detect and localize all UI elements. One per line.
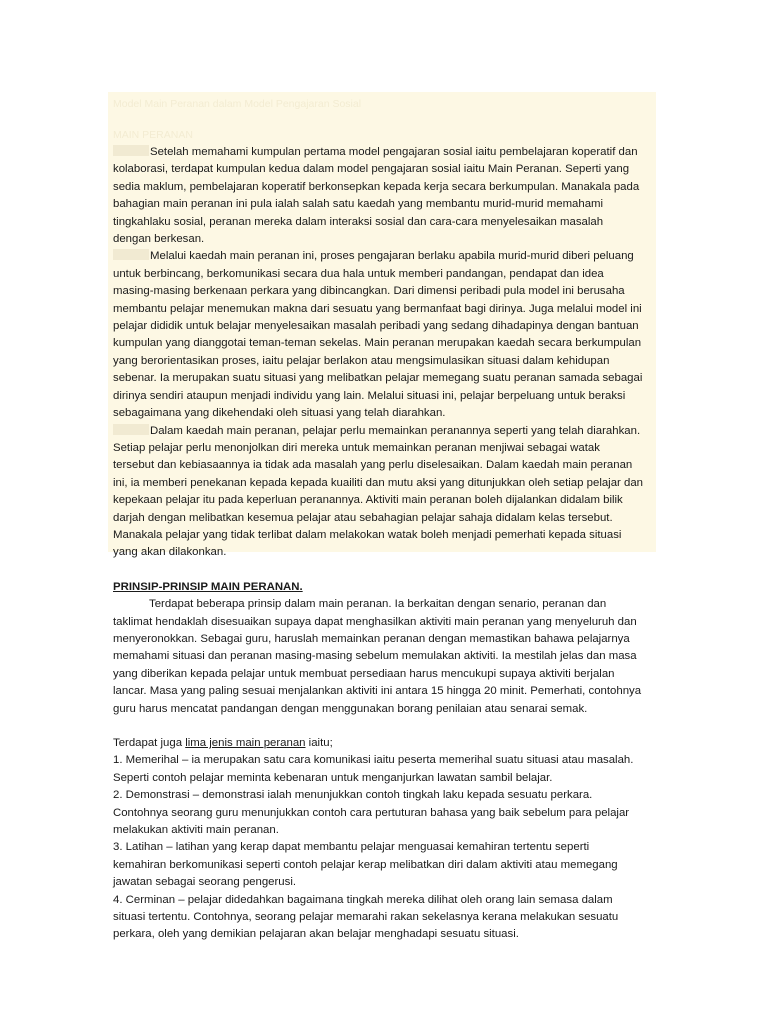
list-intro-link[interactable]: lima jenis main peranan bbox=[185, 737, 306, 749]
faded-subtitle: MAIN PERANAN bbox=[113, 129, 193, 141]
spacer bbox=[113, 562, 643, 579]
paragraph-2: Melalui kaedah main peranan ini, proses pengajaran berlaku apabila murid-murid diberi peluang untuk berbincang, berkomunikasi secara dua hala untuk memberi pandangan, pendapat dan idea masing-masing berkenaan perkara yang dibincangkan. Dari dimensi peribadi pula model ini berusaha membantu pelajar menemukan makna dari sesuatu yang bermanfaat bagi dirinya. Juga melalui model ini pelajar dididik untuk belajar menyelesaikan masalah peribadi yang sedang dihadapinya dengan bantuan kumpulan yang dianggotai teman-teman sekelas. Main peranan merupakan kaedah secara berkumpulan yang berorientasikan proses, iaitu pelajar berlakon atau mengsimulasikan situasi dalam kehidupan sebenar. Ia merupakan suatu situasi yang melibatkan pelajar memegang suatu peranan samada sebagai dirinya sendiri ataupun menjadi individu yang lain. Melalui situasi ini, pelajar berpeluang untuk beraksi sebagaimana yang dikehendaki oleh situasi yang telah diarahkan. bbox=[113, 250, 643, 420]
list-item: 2. Demonstrasi – demonstrasi ialah menunjukkan contoh tingkah laku kepada sesuatu perkara. Contohnya seorang guru menunjukkan contoh cara pertuturan bahasa yang baik sebelum para pelajar melakukan aktiviti main peranan. bbox=[113, 789, 630, 837]
document-body bbox=[113, 96, 643, 944]
indent-block bbox=[113, 424, 149, 435]
list-item: 3. Latihan – latihan yang kerap dapat membantu pelajar menguasai kemahiran tertentu seperti kemahiran berkomunikasi seperti contoh pelajar kerap melibatkan diri dalam aktiviti atau memegang jawatan sebagai seorang pengerusi. bbox=[113, 841, 618, 889]
spacer bbox=[113, 718, 643, 735]
indent-block bbox=[113, 249, 149, 260]
indent-block bbox=[113, 145, 149, 156]
section-heading: PRINSIP-PRINSIP MAIN PERANAN. bbox=[113, 580, 303, 593]
list-intro: Terdapat juga lima jenis main peranan iaitu; bbox=[113, 737, 333, 749]
list-item: 4. Cerminan – pelajar didedahkan bagaimana tingkah mereka dilihat oleh orang lain semasa dalam situasi tertentu. Contohnya, seorang pelajar memarahi rakan sekelasnya kerana melakukan sesuatu perkara, oleh yang demikian pelajaran akan belajar menghadapi sesuatu situasi. bbox=[113, 893, 619, 941]
faded-title: Model Main Peranan dalam Model Pengajaran Sosial bbox=[113, 98, 362, 110]
paragraph-3: Dalam kaedah main peranan, pelajar perlu memainkan peranannya seperti yang telah diarahkan. Setiap pelajar perlu menonjolkan diri mereka untuk memainkan peranan menjiwai sebagai watak tersebut dan kebiasaannya ia tidak ada masalah yang perlu diselesaikan. Dalam kaedah main peranan ini, ia memberi penekanan kepada kepada kuailiti dan mutu aksi yang ditunjukkan oleh setiap pelajar dan kepekaan pelajar itu pada keperluan peranannya. Aktiviti main peranan boleh dijalankan didalam bilik darjah dengan melibatkan kesemua pelajar atau sebahagian pelajar sahaja didalam kelas tersebut. Manakala pelajar yang tidak terlibat dalam melakokan watak boleh menjadi pemerhati kepada situasi yang akan dilakonkan. bbox=[113, 424, 644, 559]
paragraph-1: Setelah memahami kumpulan pertama model pengajaran sosial iaitu pembelajaran koperatif dan kolaborasi, terdapat kumpulan kedua dalam model pengajaran sosial iaitu Main Peranan. Seperti yang sedia maklum, pembelajaran koperatif berkonsepkan kepada kerja secara berkumpulan. Manakala pada bahagian main peranan ini pula ialah salah satu kaedah yang membantu murid-murid memahami tingkahlaku sosial, peranan mereka dalam interaksi sosial dan cara-cara menyelesaikan masalah dengan berkesan. bbox=[113, 146, 640, 246]
paragraph-4: Terdapat beberapa prinsip dalam main peranan. Ia berkaitan dengan senario, peranan dan taklimat hendaklah disesuaikan supaya dapat menghasilkan aktiviti main peranan yang menyeluruh dan menyeronokkan. Sebagai guru, haruslah memainkan peranan dengan memastikan bahawa pelajarnya memahami situasi dan peranan masing-masing sebelum memulakan aktiviti. Ia mestilah jelas dan masa yang diberikan kepada pelajar untuk membuat persediaan harus mencukupi supaya aktiviti berjalan lancar. Masa yang paling sesuai menjalankan aktiviti ini antara 15 hingga 20 minit. Pemerhati, contohnya guru harus mencatat pandangan dengan menggunakan borang penilaian atau senarai semak. bbox=[113, 598, 642, 715]
list-item: 1. Memerihal – ia merupakan satu cara komunikasi iaitu peserta memerihal suatu situasi atau masalah. Seperti contoh pelajar meminta kebenaran untuk menganjurkan lawatan sambil belajar. bbox=[113, 754, 634, 784]
